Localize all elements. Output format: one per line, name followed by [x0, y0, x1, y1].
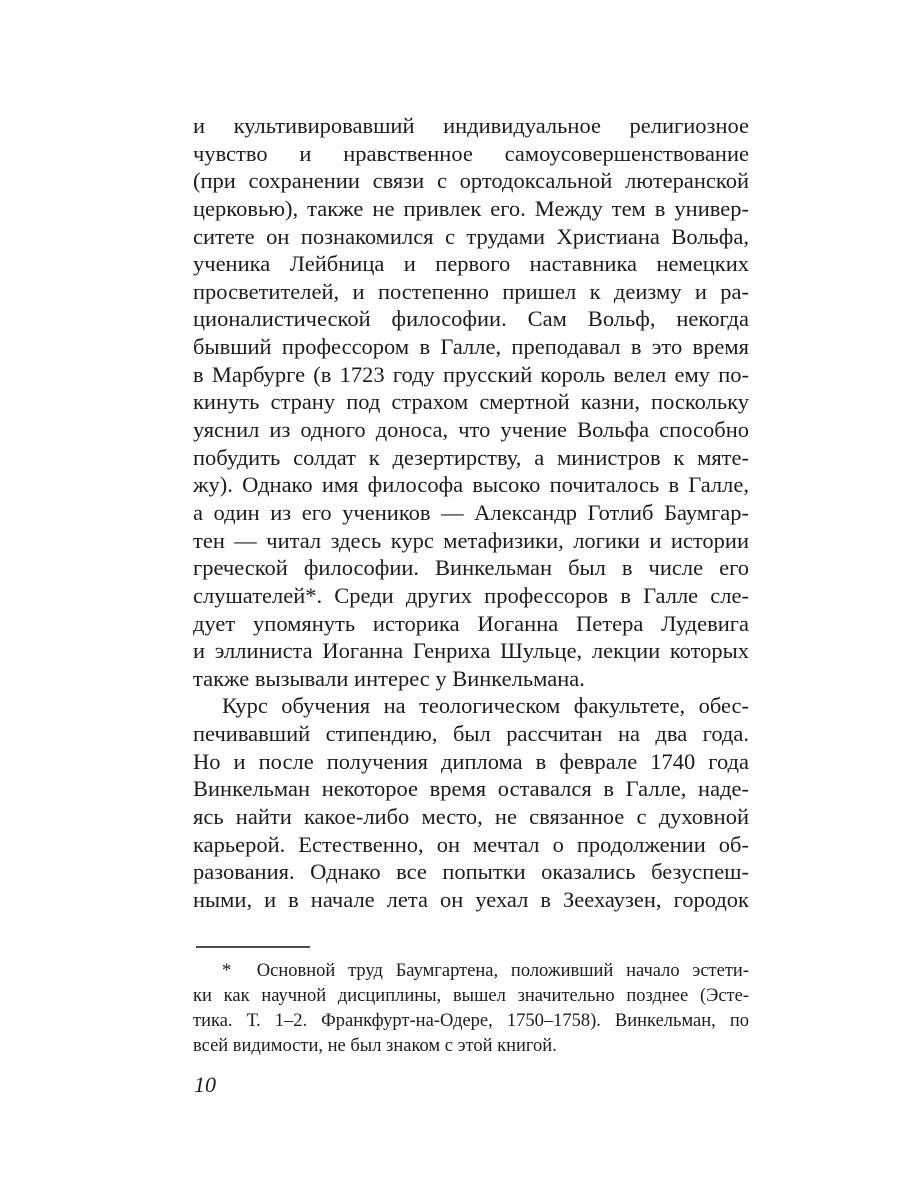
- body-text-line: Но и после получения диплома в феврале 1740 года: [193, 748, 749, 774]
- body-text-line: также вызывали интерес у Винкельмана.: [193, 665, 585, 691]
- body-text-line: Винкельман некоторое время оставался в Галле, наде-: [193, 776, 749, 802]
- body-text-line: бывший профессором в Галле, преподавал в это время: [193, 334, 749, 360]
- body-text-line: и культивировавший индивидуальное религиозное: [193, 113, 749, 138]
- body-text-line: уяснил из одного доноса, что учение Вольфа способно: [193, 417, 749, 443]
- body-text-line: ученика Лейбница и первого наставника немецких: [193, 251, 749, 277]
- footnote-line: ки как научной дисциплины, вышел значительно позднее (Эсте-: [193, 986, 749, 1006]
- body-text-line: (при сохранении связи с ортодоксальной лютеранской: [193, 168, 749, 194]
- body-text-line: просветителей, и постепенно пришел к деизму и ра-: [193, 278, 749, 304]
- body-text-line: дует упомянуть историка Иоганна Петера Лудевига: [193, 610, 749, 636]
- footnote-line: * Основной труд Баумгартена, положивший начало эстети-: [222, 961, 749, 981]
- footnote-line: тика. Т. 1–2. Франкфурт-на-Одере, 1750–1758). Винкельман, по: [193, 1011, 749, 1031]
- body-text-line: карьерой. Естественно, он мечтал о продолжении об-: [193, 831, 749, 857]
- body-text-line: ными, и в начале лета он уехал в Зеехаузен, городок: [193, 886, 749, 912]
- body-text-line: и эллиниста Иоганна Генриха Шульце, лекции которых: [193, 638, 749, 664]
- body-text-line: печивавший стипендию, был рассчитан на два года.: [193, 721, 749, 747]
- body-text-line: в Марбурге (в 1723 году прусский король велел ему по-: [193, 361, 749, 387]
- body-text-line: греческой философии. Винкельман был в числе его: [193, 555, 749, 581]
- body-text-line: а один из его учеников — Александр Готлиб Баумгар-: [193, 499, 749, 525]
- body-text-line: ситете он познакомился с трудами Христиана Вольфа,: [193, 223, 749, 249]
- body-text-line: церковью), также не привлек его. Между тем в универ-: [193, 195, 749, 221]
- body-text-line: тен — читал здесь курс метафизики, логики и истории: [193, 527, 749, 553]
- body-text-line: чувство и нравственное самоусовершенствование: [193, 140, 749, 166]
- page-number: 10: [194, 1072, 216, 1097]
- footnote: [193, 946, 749, 1059]
- body-text-line: кинуть страну под страхом смертной казни, поскольку: [193, 389, 749, 415]
- body-text-line: побудить солдат к дезертирству, а министров к мяте-: [193, 444, 749, 470]
- page-body-text: [193, 112, 749, 914]
- footnote-line: всей видимости, не был знаком с этой книгой.: [193, 1036, 557, 1056]
- body-text-line: жу). Однако имя философа высоко почиталось в Галле,: [193, 472, 749, 498]
- body-text-line: ясь найти какое-либо место, не связанное с духовной: [193, 804, 749, 830]
- body-text-line: слушателей*. Среди других профессоров в Галле сле-: [193, 582, 749, 608]
- footnote-separator: [196, 946, 310, 948]
- body-text-line: разования. Однако все попытки оказались безуспеш-: [193, 859, 749, 885]
- footnote-text: [193, 959, 749, 1059]
- body-text-line: ционалистической философии. Сам Вольф, некогда: [193, 306, 749, 332]
- body-text-line: Курс обучения на теологическом факультете, обес-: [222, 693, 749, 719]
